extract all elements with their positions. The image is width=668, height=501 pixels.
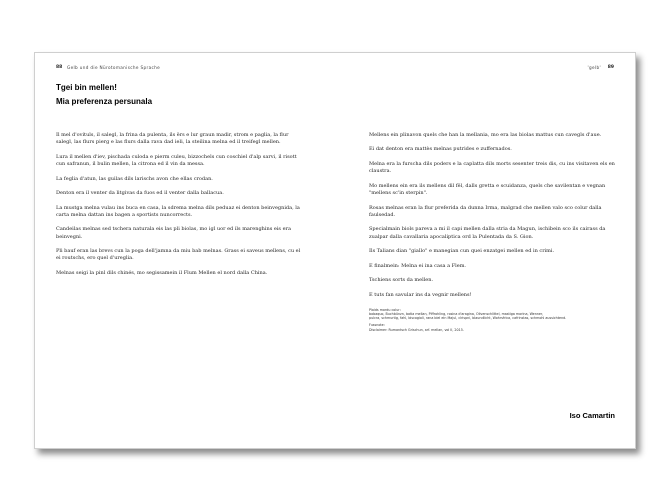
paragraph: Denton era il venter da litgivas da fuos ed il venter dalla ballacua. [56,190,224,197]
paragraph: Melna era la furscha dils poders e la caplatta dils morts sesenter treis dis, cu ins visitaven els en claustra. [369,160,615,175]
footnote-heading: Fussnote: [369,323,385,328]
paragraph: Specialmain biols pareva a mi il capi mellen dalla stria da Magun, ischibein sco ils cairass da zualpar dalla cavallaria apocaliptica ord la Pulentada da S. Gion. [369,226,606,240]
notes-block [369,308,617,332]
paragraph: Ei dat denton era mattès melnas putrides e zuffernados. [369,146,512,153]
paragraph: Mellens ein plinavon quels che han la mellania, mo era las biolas mattus cun cavegls d'aue. [369,132,602,138]
paragraph: E finalmein: Melna ei ina casa a Flem. [369,262,467,269]
paragraph: Rosas melnas eran la flur preferida da dunna Irma, malgrad che mellen valo sco colur dalla faulsedad. [369,204,602,218]
paragraph: Ils Talians dian "giallo" e manegian cun quei enzatgei mellen ed in crimi. [369,248,555,255]
paragraph: Pli bauf eran las brevs cun la poga dell'jamna da miu bab melnas. Grass ei saveus mellens, cu el ei routschs, ero quel d'ureglia. [56,248,301,262]
footnote-text: Disclaimer: Rumantsch Grischun, arf. mellan, vol II, 2015. [369,327,464,332]
notes-list-heading: Plaids mordu colur: [369,307,401,312]
right-text-column [369,132,617,335]
paragraph: Tschiens sorts da mellen. [369,277,434,284]
paragraph: La mustga melna vulau ins buca en casa, la sdrema melna dils peduaz ei denton beinvegnida, la carta melna dattan ins bagen a sportists nuncorrects. [56,204,300,218]
paragraph: Lura il mellen d'iev, pischada culoda e pierm culeu, bizzochels cun coschiel d'alp sarvi, il risott cun safranun, il bulin mellen, la citrona ed il vin da messa. [56,153,297,168]
paragraph: Melnas seigi la pinl dils chinés, mo segissamein il Flum Mellen el nord dalla China. [56,269,268,276]
author-name: Iso Camartin [569,411,615,420]
book-spread [34,52,636,449]
right-page-number: 89 [607,65,614,70]
right-running-marker: 'gelb' [587,65,601,70]
notes-list-line: pulcra, schmurtig, fahl, biscogioli, rana biel ein Majul, clrispni, blaundlicht, Wohrsfrica, cafrinstas, schmohl aussichtend. [369,316,567,321]
left-page-number: 88 [56,65,63,70]
left-text-column [56,132,306,284]
paragraph: E tuts fan savular ins da vegnir mellens! [369,291,472,298]
title-romansh: Tgei bin mellen! [56,83,117,92]
title-italian: Mia preferenza persunala [56,97,153,106]
notes-list-line: bobaquo, Buchbünzn, batia mellan, Plffrohling, rosina d'aragina, Olivenschlittel, mastiga morina, Wenner, [369,312,544,317]
paragraph: Candeilas melnas sed tschera naturala eis las pli biolas, mo igl uor ed ils marenghins eis era beinvegni. [56,226,291,240]
paragraph: Il mel d'ovituls, il salegl, la frina da pulenta, ils ërs e lur graun madir, strom e paglia, la flur salegl, las flurs pierg e las flurs dalla rava dad ieli, la steilina melna ed il treifegl mellen. [56,132,289,146]
paragraph: Mo mellens ein era ils mellens dil fël, dalls gretta e scuidanza, quels che savilentan e vegnan "mellens sc'in sterpin". [369,182,606,197]
paragraph: La feglia d'atun, las guilas dils larischs avon che ellas crodan. [56,175,213,182]
running-head: Gelb und die Nürotomanische Sprache [67,65,161,70]
